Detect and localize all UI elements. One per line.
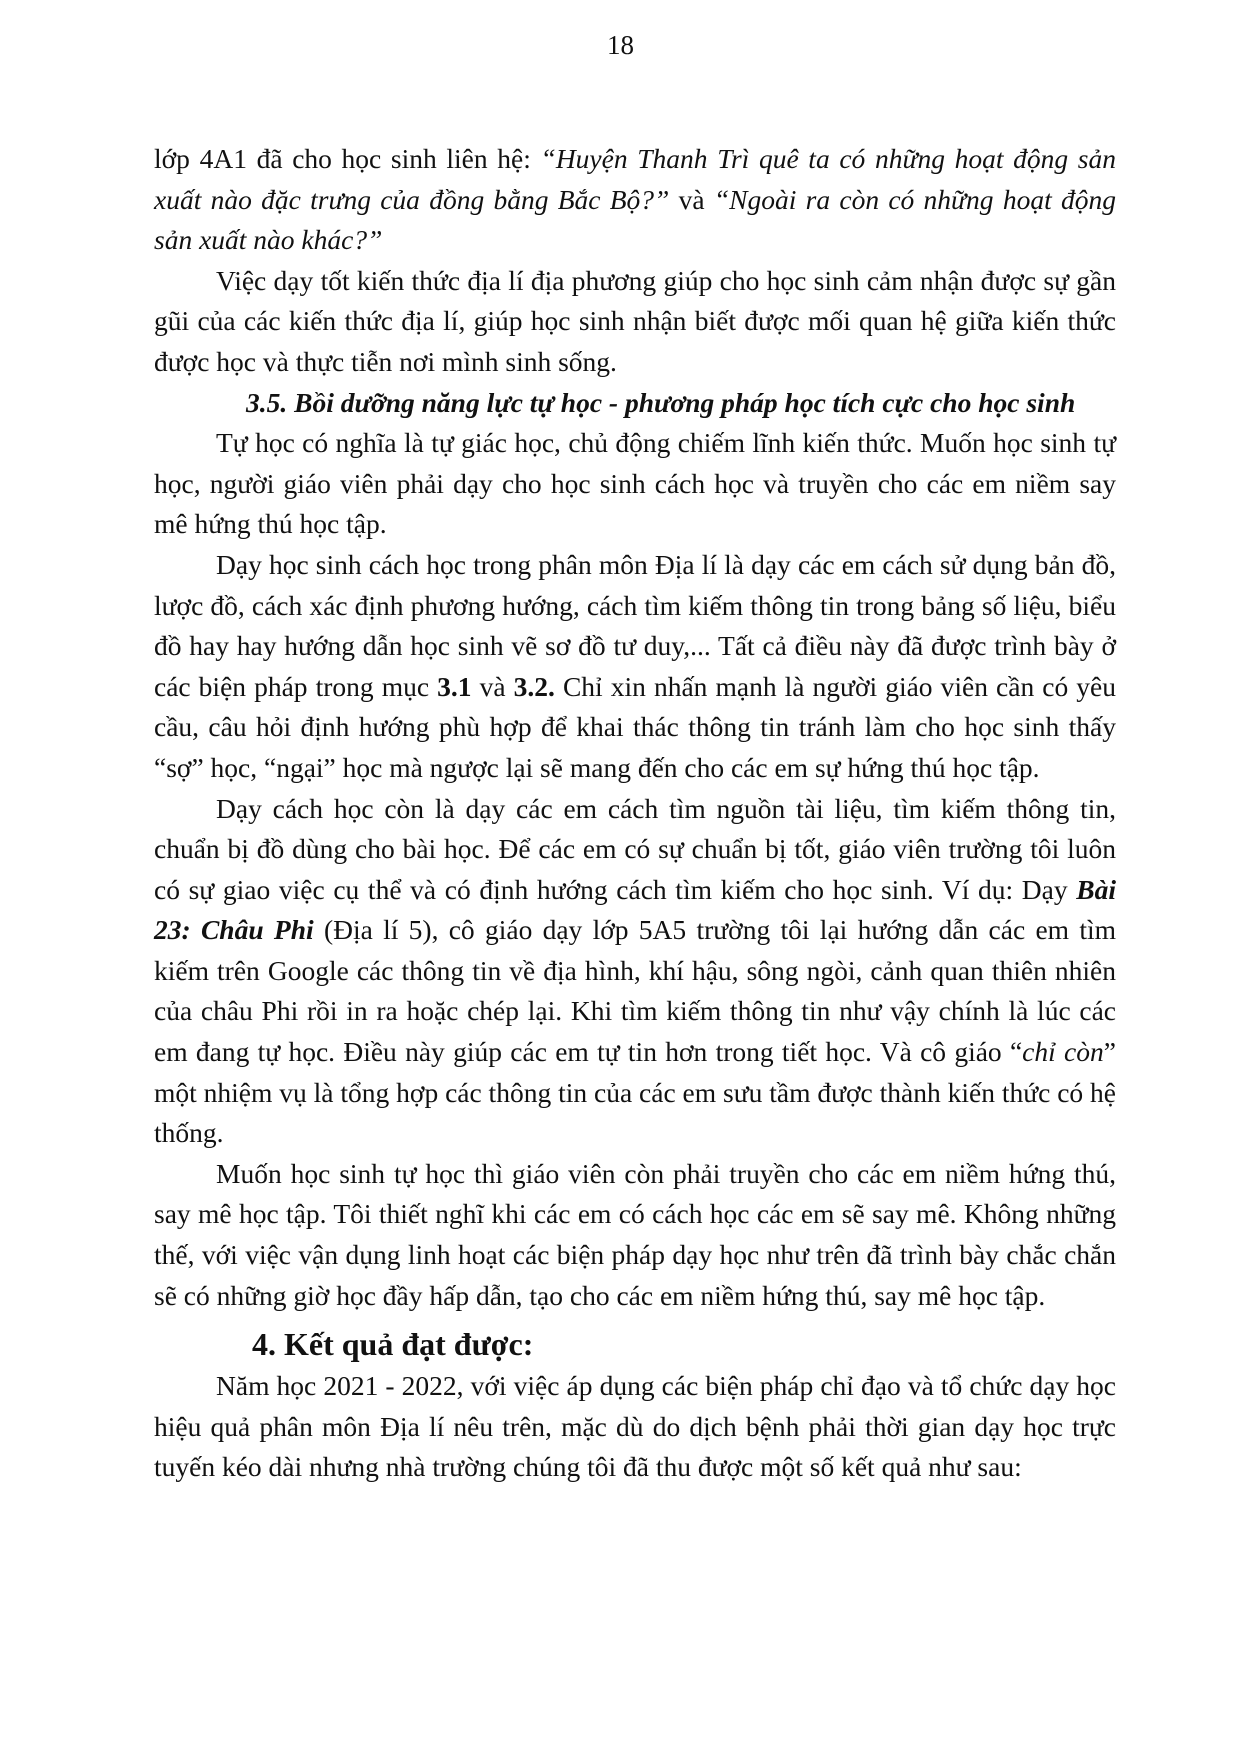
p4-text-b: và (471, 670, 514, 702)
heading-4: 4. Kết quả đạt được: (252, 1326, 534, 1363)
paragraph-3: Tự học có nghĩa là tự giác học, chủ động chiếm lĩnh kiến thức. Muốn học sinh tự học, người giáo viên phải dạy cho học sinh cách học và truyền cho các em niềm say mê hứng thú học tập. (154, 427, 1116, 540)
p1-quote-1: “Huyện Thanh Trì quê ta có những hoạt động sản xuất nào đặc trưng của đồng bằng Bắc Bộ?” (154, 143, 1116, 215)
p1-text-a: lớp 4A1 đã cho học sinh liên hệ: (154, 143, 541, 174)
p5-text-c: ” một nhiệm vụ là tổng hợp các thông tin của các em sưu tầm được thành kiến thức có hệ thống. (154, 1036, 1116, 1149)
paragraph-4 (154, 545, 1116, 789)
paragraph-7: Năm học 2021 - 2022, với việc áp dụng các biện pháp chỉ đạo và tổ chức dạy học hiệu quả phân môn Địa lí nêu trên, mặc dù do dịch bệnh phải thời gian dạy học trực tuyến kéo dài nhưng nhà trường chúng tôi đã thu được một số kết quả như sau: (154, 1370, 1116, 1483)
p5-text-a: Dạy cách học còn là dạy các em cách tìm nguồn tài liệu, tìm kiếm thông tin, chuẩn bị đồ dùng cho bài học. Để các em có sự chuẩn bị tốt, giáo viên trường tôi luôn có sự giao việc cụ thể và có định hướng cách tìm kiếm cho học sinh. Ví dụ: Dạy (154, 792, 1116, 905)
p4-ref-3-1: 3.1 (437, 670, 472, 702)
p5-chi-con: chỉ còn (1022, 1036, 1104, 1068)
p5-lesson-title: Bài 23: Châu Phi (154, 873, 1116, 946)
heading-3-5: 3.5. Bồi dưỡng năng lực tự học - phương pháp học tích cực cho học sinh (246, 386, 1076, 418)
p5-text-b: (Địa lí 5), cô giáo dạy lớp 5A5 trường tôi lại hướng dẫn các em tìm kiếm trên Google các thông tin về địa hình, khí hậu, sông ngòi, cảnh quan thiên nhiên của châu Phi rồi in ra hoặc chép lại. Khi tìm kiếm thông tin như vậy chính là lúc các em đang tự học. Điều này giúp các em tự tin hơn trong tiết học. Và cô giáo “ (154, 914, 1117, 1068)
page-number: 18 (607, 30, 634, 60)
paragraph-1 (154, 139, 1116, 261)
paragraph-2: Việc dạy tốt kiến thức địa lí địa phương giúp cho học sinh cảm nhận được sự gần gũi của các kiến thức địa lí, giúp học sinh nhận biết được mối quan hệ giữa kiến thức được học và thực tiễn nơi mình sinh sống. (154, 264, 1116, 377)
p4-text-a: Dạy học sinh cách học trong phân môn Địa lí là dạy các em cách sử dụng bản đồ, lược đồ, cách xác định phương hướng, cách tìm kiếm thông tin trong bảng số liệu, biểu đồ hay hay hướng dẫn học sinh vẽ sơ đồ tư duy,... Tất cả điều này đã được trình bày ở các biện pháp trong mục (154, 548, 1116, 702)
p4-ref-3-2: 3.2. (513, 670, 555, 702)
document-body (154, 139, 1116, 1488)
p4-text-c: Chỉ xin nhấn mạnh là người giáo viên cần có yêu cầu, câu hỏi định hướng phù hợp để khai thác thông tin tránh làm cho học sinh thấy “sợ” học, “ngại” học mà ngược lại sẽ mang đến cho các em sự hứng thú học tập. (154, 670, 1116, 783)
paragraph-6: Muốn học sinh tự học thì giáo viên còn phải truyền cho các em niềm hứng thú, say mê học tập. Tôi thiết nghĩ khi các em có cách học các em sẽ say mê. Không những thế, với việc vận dụng linh hoạt các biện pháp dạy học như trên đã trình bày chắc chắn sẽ có những giờ học đầy hấp dẫn, tạo cho các em niềm hứng thú, say mê học tập. (154, 1157, 1116, 1311)
paragraph-5 (154, 789, 1116, 1154)
p1-quote-2: “Ngoài ra còn có những hoạt động sản xuất nào khác?” (154, 183, 1116, 256)
p1-text-b: và (669, 183, 714, 215)
